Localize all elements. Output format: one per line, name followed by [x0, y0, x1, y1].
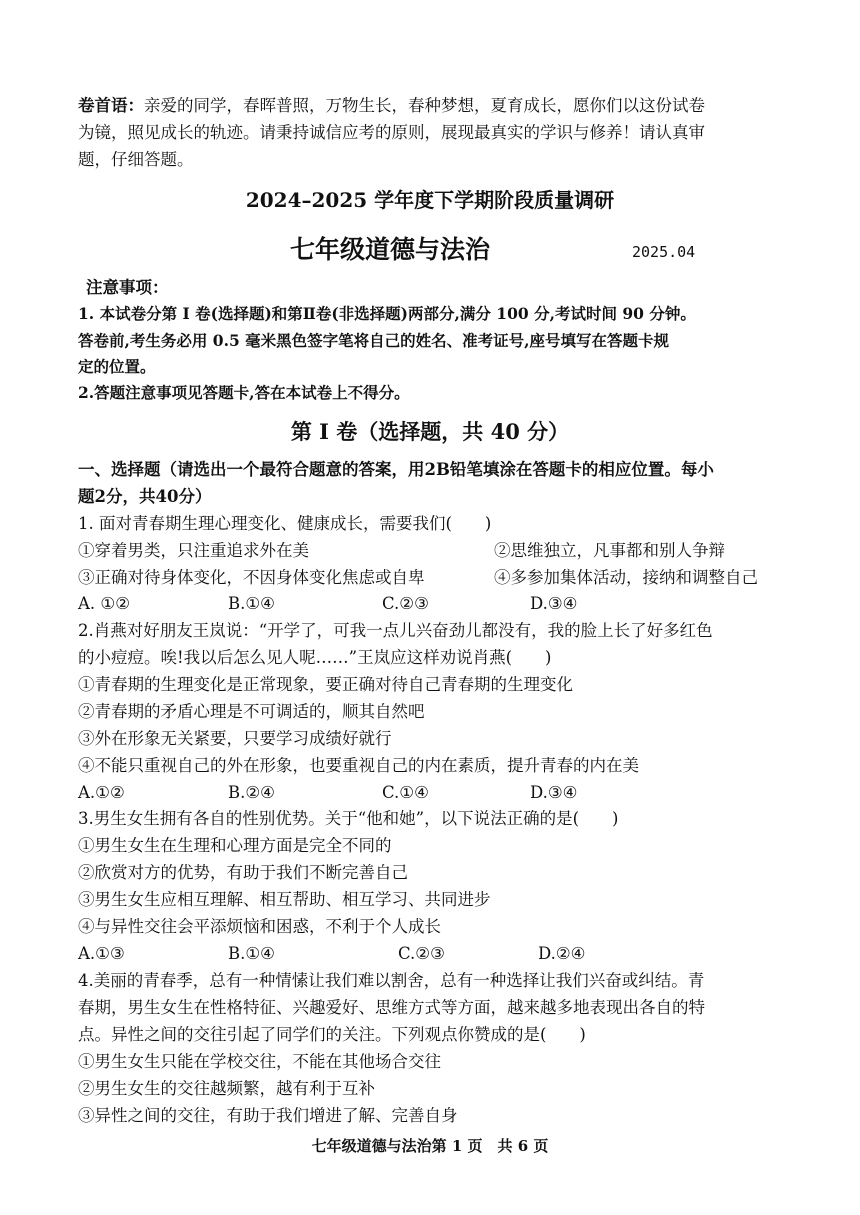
preface-line-1	[78, 94, 705, 118]
preface-line-3: 题，仔细答题。	[78, 150, 194, 169]
q2-item-4: ④不能只重视自己的外在形象，也要重视自己的内在素质，提升青春的内在美	[78, 756, 639, 775]
page-footer: 七年级道德与法治第 1 页 共 6 页	[311, 1137, 549, 1155]
q4-item-1: ①男生女生只能在学校交往，不能在其他场合交往	[78, 1052, 441, 1071]
q3-option-b: B.①④	[228, 944, 275, 963]
notice-heading: 注意事项：	[86, 278, 169, 297]
q2-option-a: A.①②	[78, 783, 125, 802]
exam-subtitle: 七年级道德与法治	[290, 235, 491, 264]
q1-option-b: B.①④	[228, 594, 275, 613]
q1-item-1: ①穿着男类，只注重追求外在美	[78, 541, 309, 560]
q2-item-3: ③外在形象无关紧要，只要学习成绩好就行	[78, 729, 392, 748]
q1-option-c: C.②③	[382, 594, 429, 613]
q3-item-1: ①男生女生在生理和心理方面是完全不同的	[78, 836, 392, 855]
notice-line-2: 答卷前,考生务必用 0.5 毫米黑色签字笔将自己的姓名、准考证号,座号填写在答题卡规	[78, 331, 670, 350]
q4-item-2: ②男生女生的交往越频繁，越有利于互补	[78, 1079, 375, 1098]
q3-stem: 3.男生女生拥有各自的性别优势。关于“他和她”，以下说法正确的是( )	[78, 809, 619, 828]
section-intro-line-2: 题2分，共40分）	[78, 487, 212, 506]
exam-date: 2025.04	[632, 243, 696, 261]
q2-option-c: C.①④	[382, 783, 429, 802]
q2-option-d: D.③④	[530, 783, 578, 802]
notice-line-3: 定的位置。	[78, 357, 156, 376]
q3-item-2: ②欣赏对方的优势，有助于我们不断完善自己	[78, 863, 408, 882]
q3-item-4: ④与异性交往会平添烦恼和困惑，不利于个人成长	[78, 917, 441, 936]
q3-item-3: ③男生女生应相互理解、相互帮助、相互学习、共同进步	[78, 890, 491, 909]
q2-option-b: B.②④	[228, 783, 275, 802]
q1-item-4: ④多参加集体活动，接纳和调整自己	[494, 568, 758, 587]
preface-label: 卷首语：	[78, 96, 144, 115]
q1-stem: 1. 面对青春期生理心理变化、健康成长，需要我们( )	[78, 514, 492, 533]
q2-item-1: ①青春期的生理变化是正常现象，要正确对待自己青春期的生理变化	[78, 675, 573, 694]
q4-stem-line-2: 春期，男生女生在性格特征、兴趣爱好、思维方式等方面，越来越多地表现出各自的特	[78, 998, 705, 1017]
q3-option-d: D.②④	[538, 944, 586, 963]
section-title: 第 I 卷（选择题，共 40 分）	[290, 419, 570, 444]
preface-text: 亲爱的同学，春晖普照，万物生长，春种梦想，夏育成长，愿你们以这份试卷	[144, 96, 705, 115]
q1-option-d: D.③④	[530, 594, 578, 613]
q1-item-2: ②思维独立，凡事都和别人争辩	[494, 541, 725, 560]
q3-option-a: A.①③	[78, 944, 125, 963]
q4-stem-line-1: 4.美丽的青春季，总有一种情愫让我们难以割舍，总有一种选择让我们兴奋或纠结。青	[78, 971, 705, 990]
notice-line-1: 1. 本试卷分第 I 卷(选择题)和第Ⅱ卷(非选择题)两部分,满分 100 分,考试时间 90 分钟。	[78, 304, 696, 323]
q2-item-2: ②青春期的矛盾心理是不可调适的，顺其自然吧	[78, 702, 425, 721]
q2-stem-line-2: 的小痘痘。唉!我以后怎么见人呢……”王岚应这样劝说肖燕( )	[78, 648, 552, 667]
q1-option-a: A. ①②	[78, 594, 130, 613]
notice-line-4: 2.答题注意事项见答题卡,答在本试卷上不得分。	[78, 383, 410, 402]
exam-title: 2024–2025 学年度下学期阶段质量调研	[245, 188, 615, 212]
q1-item-3: ③正确对待身体变化，不因身体变化焦虑或自卑	[78, 568, 425, 587]
q3-option-c: C.②③	[398, 944, 445, 963]
q4-stem-line-3: 点。异性之间的交往引起了同学们的关注。下列观点你赞成的是( )	[78, 1025, 586, 1044]
section-intro-line-1: 一、选择题（请选出一个最符合题意的答案，用2B铅笔填涂在答题卡的相应位置。每小	[78, 460, 714, 479]
q4-item-3: ③异性之间的交往，有助于我们增进了解、完善自身	[78, 1106, 458, 1125]
preface-line-2: 为镜，照见成长的轨迹。请秉持诚信应考的原则，展现最真实的学识与修养！请认真审	[78, 123, 705, 142]
q2-stem-line-1: 2.肖燕对好朋友王岚说：“开学了，可我一点儿兴奋劲儿都没有，我的脸上长了好多红色	[78, 621, 713, 640]
